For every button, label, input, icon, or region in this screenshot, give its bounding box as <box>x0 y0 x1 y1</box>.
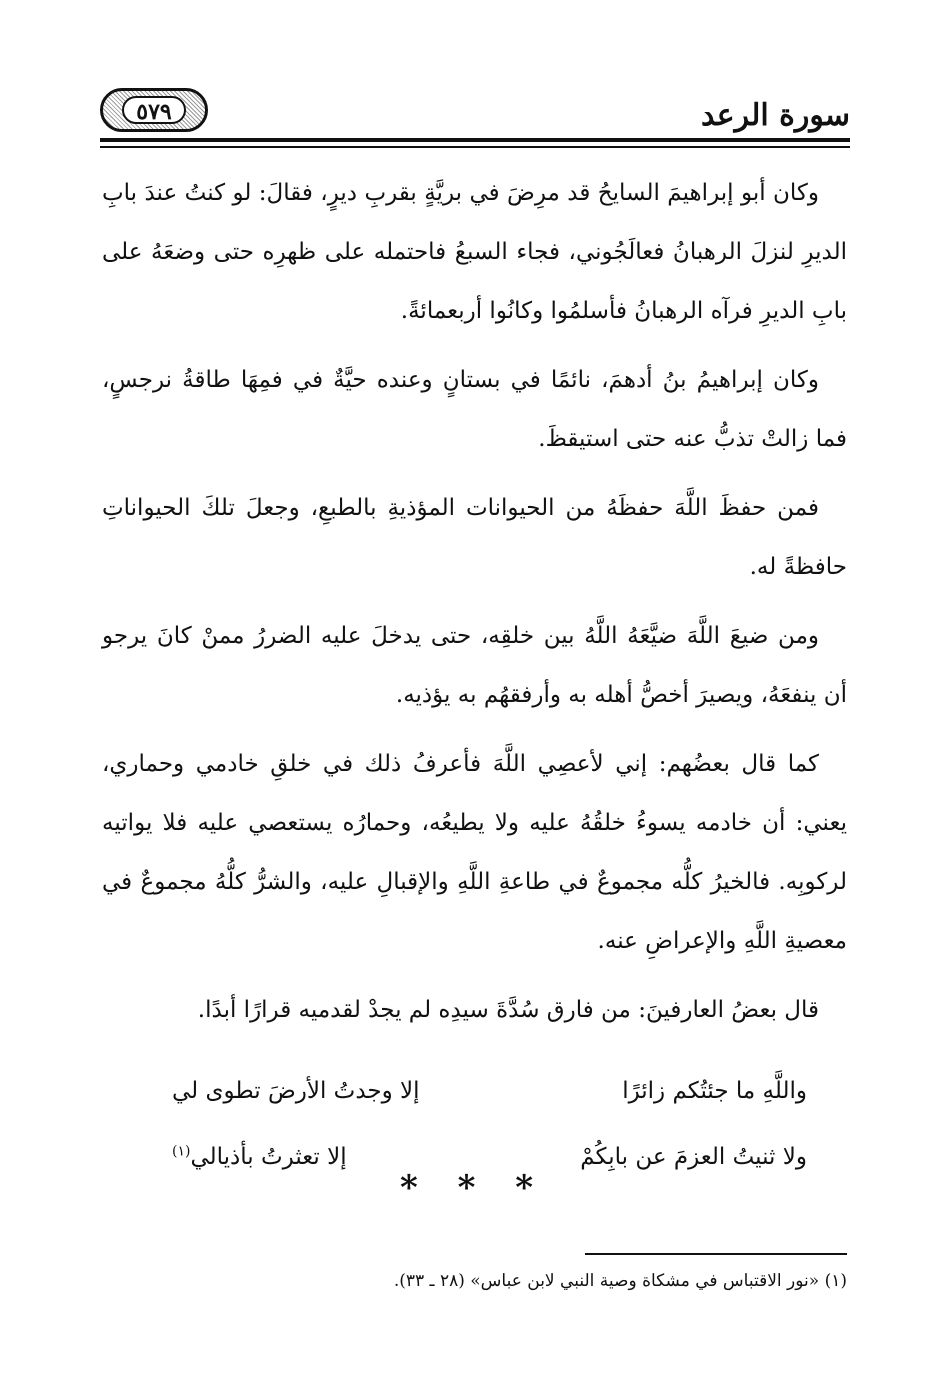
paragraph: وكان إبراهيمُ بنُ أدهمَ، نائمًا في بستانٍ وعنده حيَّةٌ في فمِهَا طاقةُ نرجسٍ، فما زالتْ تذبُّ عنه حتى استيقظَ. <box>102 367 847 452</box>
poem-first-hemistich: ولا ثنيتُ العزمَ عن بابِكُمْ <box>580 1144 807 1170</box>
paragraph: وكان أبو إبراهيمَ السايحُ قد مرِضَ في بريَّةٍ بقربِ ديرٍ، فقالَ: لو كنتُ عندَ بابِ الديرِ لنزلَ الرهبانُ فعالَجُوني، فجاء السبعُ فاحتمله على ظهرِه حتى وضعَهُ على بابِ الديرِ فرآه الرهبانُ فأسلمُوا وكانُوا أربعمائةً. <box>102 180 847 324</box>
page-header <box>100 86 850 146</box>
page-number-badge <box>100 88 208 132</box>
header-rule-thin <box>100 146 850 148</box>
paragraph: قال بعضُ العارفينَ: من فارق سُدَّةَ سيدِه لم يجدْ لقدميه قرارًا أبدًا. <box>197 997 819 1023</box>
footnote: (١) «نور الاقتباس في مشكاة وصية النبي لابن عباس» (٢٨ ـ ٣٣). <box>393 1271 847 1291</box>
poem-second-hemistich-text: إلا تعثرتُ بأذيالي <box>190 1144 347 1170</box>
paragraph: كما قال بعضُهم: إني لأعصِي اللَّهَ فأعرفُ ذلك في خلقِ خادمي وحماري، يعني: أن خادمه يسوءُ خلقُهُ عليه ولا يطيعُه، وحمارُه يستعصي عليه فلا يواتيه لركوبِه. فالخيرُ كلُّه مجموعٌ في طاعةِ اللَّهِ والإقبالِ عليه، والشرُّ كلُّهُ مجموعٌ في معصيةِ اللَّهِ والإعراضِ عنه. <box>102 751 847 954</box>
header-rule-thick <box>100 138 850 142</box>
poem-first-hemistich: واللَّهِ ما جئتُكم زائرًا <box>622 1078 807 1104</box>
paragraph: ومن ضيعَ اللَّهَ ضيَّعَهُ اللَّهُ بين خلقِه، حتى يدخلَ عليه الضررُ ممنْ كانَ يرجو أن ينفعَهُ، ويصيرَ أخصُّ أهله به وأرفقهُم به يؤذيه. <box>102 623 847 708</box>
footnote-rule <box>585 1253 847 1255</box>
section-separator: * * * <box>399 1168 547 1208</box>
paragraph: فمن حفظَ اللَّهَ حفظَهُ من الحيوانات المؤذيةِ بالطبعِ، وجعلَ تلكَ الحيواناتِ حافظةً له. <box>102 495 847 580</box>
page-number: ٥٧٩ <box>122 96 185 124</box>
footnote-marker: (١) <box>172 1143 191 1160</box>
poem-second-hemistich: إلا وجدتُ الأرضَ تطوى لي <box>172 1078 420 1104</box>
main-text <box>102 164 847 1190</box>
surah-title: سورة الرعد <box>701 98 850 133</box>
poem-verse <box>102 1058 847 1124</box>
